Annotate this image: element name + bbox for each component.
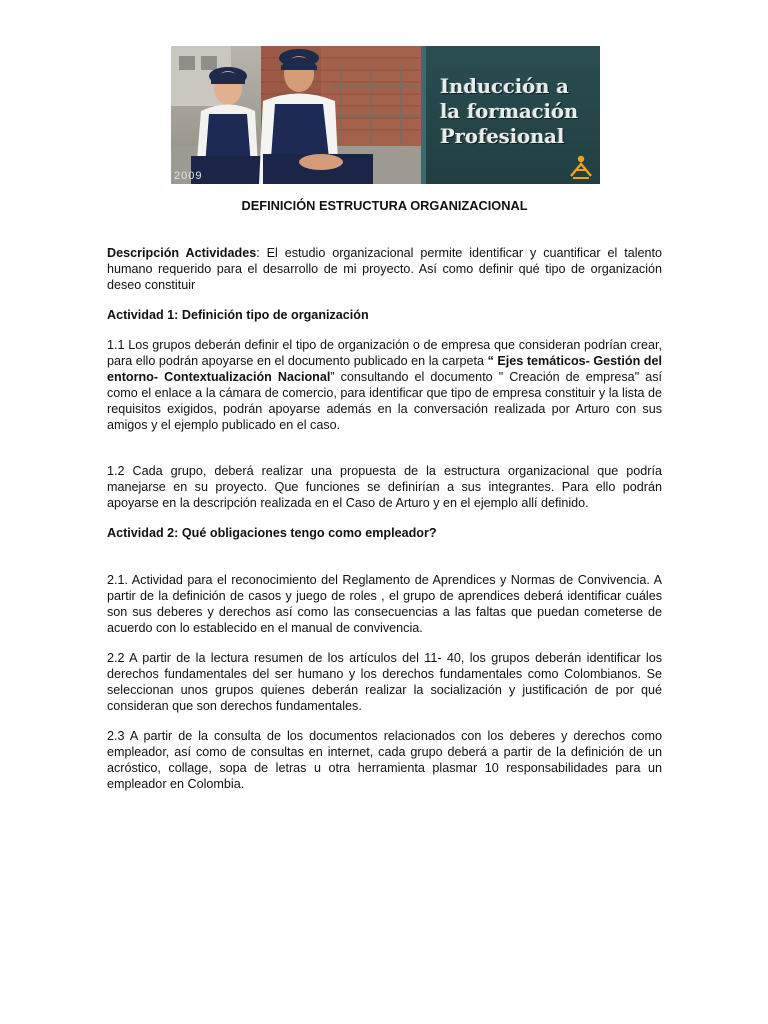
activity-2-heading: Actividad 2: Qué obligaciones tengo como empleador? bbox=[107, 526, 437, 540]
activity-1-item-1-text-b: ” consultando el documento " Creación de empresa" así como el enlace a la cámara de comercio, para identificar que tipo de empresa constituir y la lista de requisitos exigidos, podrán apoyarse además en la conversación realizada por Arturo con sus amigos y el ejemplo publicado en el caso. bbox=[107, 370, 662, 432]
activity-1-item-2: 1.2 Cada grupo, deberá realizar una propuesta de la estructura organizacional que podría manejarse en su proyecto. Que funciones se definirían a sus integrantes. Para ello podrán apoyarse en la descripción realizada en el Caso de Arturo y en el ejemplo allí definido. bbox=[107, 464, 662, 510]
description-paragraph bbox=[107, 245, 662, 293]
banner-title bbox=[440, 74, 600, 149]
students-photo-illustration bbox=[171, 46, 421, 184]
activity-2-item-3: 2.3 A partir de la consulta de los documentos relacionados con los deberes y derechos como empleador, así como de consultas en internet, cada grupo deberá a partir de la definición de un acróstico, collage, sopa de letras u otra herramienta plasmar 10 responsabilidades para un empleador en Colombia. bbox=[107, 729, 662, 791]
header-banner bbox=[171, 46, 600, 184]
banner-year: 2009 bbox=[174, 170, 203, 182]
document-title: DEFINICIÓN ESTRUCTURA ORGANIZACIONAL bbox=[241, 198, 528, 213]
activity-1-item-1-bold: “ Ejes temáticos- Gestión del entorno- Contextualización Nacional bbox=[107, 354, 662, 384]
activity-1-item-1-text-a: 1.1 Los grupos deberán definir el tipo de organización o de empresa que consideran podrían crear, para ello podrán apoyarse en el documento publicado en la carpeta bbox=[107, 338, 662, 368]
banner-title-line-3: Profesional bbox=[440, 125, 565, 148]
description-text: : El estudio organizacional permite identificar y cuantificar el talento humano requerido para el desarrollo de mi proyecto. Así como definir qué tipo de organización deseo constituir bbox=[107, 246, 663, 292]
banner-title-panel bbox=[426, 46, 600, 184]
activity-1-item-1 bbox=[107, 337, 662, 433]
activity-2-item-2: 2.2 A partir de la lectura resumen de los artículos del 11- 40, los grupos deberán identificar los derechos fundamentales del ser humano y los derechos fundamentales como Colombianos. Se seleccionan unos grupos quienes deberán realizar la socialización y justificación de por qué consideran que son derechos fundamentales. bbox=[107, 651, 662, 713]
students-photo bbox=[171, 46, 421, 184]
activity-1-heading: Actividad 1: Definición tipo de organización bbox=[107, 308, 369, 322]
banner-title-line-1: Inducción a bbox=[440, 75, 569, 98]
sena-logo-icon bbox=[568, 154, 594, 180]
document-body bbox=[107, 196, 662, 792]
activity-2-item-1: 2.1. Actividad para el reconocimiento del Reglamento de Aprendices y Normas de Convivencia. A partir de la definición de casos y juego de roles , el grupo de aprendices deberá identificar cuáles son sus deberes y derechos así como las consecuencias a las faltas que puedan cometerse de acuerdo con lo establecido en el manual de convivencia. bbox=[107, 573, 662, 635]
banner-title-line-2: la formación bbox=[440, 100, 579, 123]
description-label: Descripción Actividades bbox=[107, 246, 257, 260]
